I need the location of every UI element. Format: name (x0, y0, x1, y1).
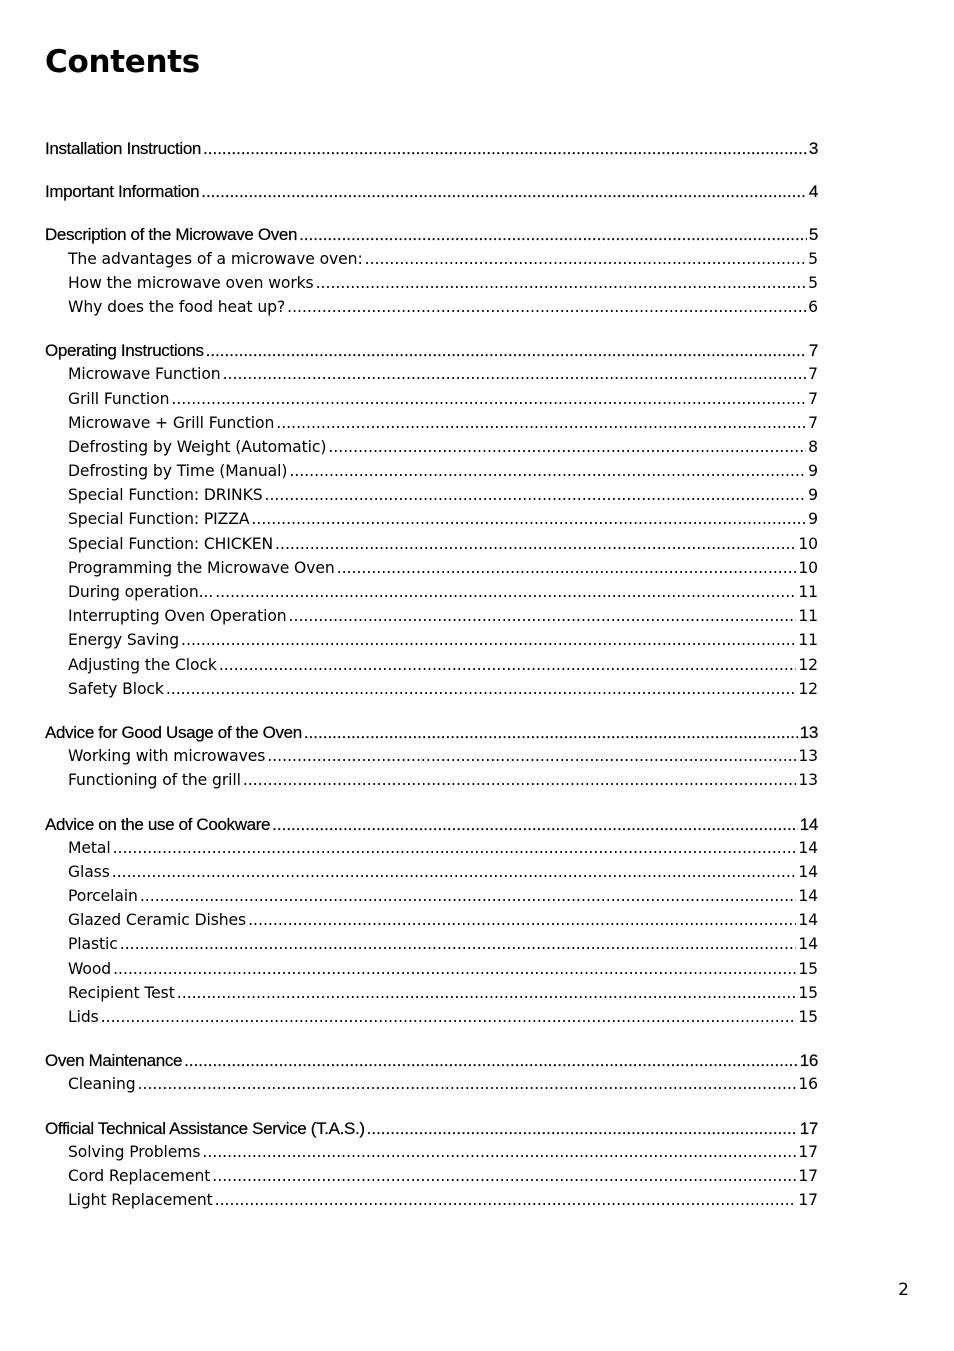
toc-entry-page: 6 (808, 297, 818, 316)
toc-dot-leader (120, 935, 797, 953)
toc-entry-label: Lids (68, 1008, 99, 1026)
page-number: 2 (898, 1280, 909, 1300)
toc-dot-leader (367, 1119, 798, 1139)
toc-entry-label: How the microwave oven works (68, 273, 314, 292)
toc-entry-label: Adjusting the Clock (68, 655, 217, 674)
toc-entry-label: During operation... (68, 583, 214, 601)
toc-entry-label: Special Function: PIZZA (68, 510, 250, 529)
toc-entry-page: 14 (798, 911, 818, 930)
toc-dot-leader (203, 139, 807, 159)
toc-entry-label: Functioning of the grill (68, 771, 241, 790)
toc-dot-leader (275, 535, 796, 553)
toc-entry-page: 16 (799, 1051, 818, 1071)
toc-section-entry[interactable] (45, 341, 818, 365)
toc-entry-label: Metal (68, 838, 111, 857)
toc-dot-leader (138, 1075, 797, 1093)
toc-entry-page: 7 (808, 365, 818, 384)
toc-dot-leader (215, 1191, 797, 1209)
toc-dot-leader (181, 631, 796, 649)
toc-subsection-entry[interactable] (45, 1143, 818, 1167)
toc-dot-leader (219, 656, 797, 674)
toc-entry-page: 13 (799, 722, 818, 742)
toc-dot-leader (365, 250, 807, 268)
toc-subsection-entry[interactable] (45, 911, 818, 935)
toc-entry-label: Grill Function (68, 389, 170, 408)
toc-subsection-entry[interactable] (45, 583, 818, 607)
toc-dot-leader (316, 274, 807, 292)
toc-entry-label: The advantages of a microwave oven: (68, 249, 363, 268)
toc-entry-page: 7 (808, 413, 818, 432)
toc-dot-leader (202, 1143, 796, 1161)
toc-dot-leader (248, 911, 796, 929)
toc-dot-leader (287, 298, 806, 316)
toc-dot-leader (201, 182, 807, 202)
toc-entry-page: 14 (798, 838, 818, 857)
toc-entry-label: Official Technical Assistance Service (T.A.S.) (45, 1118, 365, 1138)
toc-entry-label: Important Information (45, 182, 200, 202)
toc-entry-label: Glass (68, 862, 110, 881)
toc-entry-page: 17 (798, 1166, 818, 1185)
toc-entry-page: 8 (808, 437, 818, 456)
toc-subsection-entry[interactable] (45, 462, 818, 486)
toc-entry-page: 15 (798, 1008, 818, 1026)
toc-entry-label: Glazed Ceramic Dishes (68, 911, 247, 930)
toc-subsection-entry[interactable] (45, 887, 818, 911)
toc-entry-page: 14 (799, 814, 818, 834)
toc-section-entry[interactable] (45, 815, 818, 839)
toc-section-entry[interactable] (45, 1051, 818, 1075)
toc-entry-page: 15 (798, 983, 818, 1002)
toc-dot-leader (289, 462, 806, 480)
toc-subsection-entry[interactable] (45, 771, 818, 795)
toc-dot-leader (113, 839, 797, 857)
toc-subsection-entry[interactable] (45, 656, 818, 680)
toc-entry-page: 12 (798, 655, 818, 674)
toc-entry-label: Solving Problems (68, 1142, 201, 1161)
toc-dot-leader (265, 486, 807, 504)
toc-subsection-entry[interactable] (45, 839, 818, 863)
toc-entry-page: 10 (798, 558, 818, 577)
toc-entry-page: 13 (798, 771, 818, 790)
toc-entry-page: 5 (808, 273, 818, 292)
toc-dot-leader (304, 723, 798, 743)
toc-entry-page: 17 (799, 1118, 818, 1138)
toc-entry-page: 5 (808, 225, 818, 245)
toc-entry-page: 14 (798, 935, 818, 954)
toc-entry-label: Defrosting by Time (Manual) (68, 462, 288, 481)
toc-entry-label: Wood (68, 959, 112, 978)
toc-dot-leader (171, 390, 806, 408)
toc-entry-label: Recipient Test (68, 983, 175, 1002)
toc-entry-label: Programming the Microwave Oven (68, 558, 335, 577)
toc-subsection-entry[interactable] (45, 631, 818, 655)
table-of-contents (45, 139, 818, 1215)
toc-subsection-entry[interactable] (45, 1075, 818, 1099)
toc-subsection-entry[interactable] (45, 390, 818, 414)
toc-entry-label: Operating Instructions (45, 341, 204, 361)
toc-entry-page: 16 (798, 1075, 818, 1094)
toc-entry-label: Microwave Function (68, 365, 221, 384)
toc-dot-leader (276, 414, 806, 432)
toc-entry-page: 9 (808, 462, 818, 481)
toc-entry-page: 5 (808, 249, 818, 268)
toc-dot-leader (101, 1008, 797, 1026)
toc-section-entry[interactable] (45, 1119, 818, 1143)
toc-subsection-entry[interactable] (45, 935, 818, 959)
toc-entry-label: Why does the food heat up? (68, 297, 286, 316)
toc-subsection-entry[interactable] (45, 960, 818, 984)
toc-dot-leader (289, 607, 797, 625)
toc-dot-leader (223, 365, 807, 383)
toc-dot-leader (212, 1167, 796, 1185)
toc-entry-label: Safety Block (68, 679, 164, 698)
toc-subsection-entry[interactable] (45, 559, 818, 583)
toc-entry-label: Oven Maintenance (45, 1051, 183, 1071)
toc-entry-page: 17 (798, 1191, 818, 1210)
toc-entry-label: Plastic (68, 935, 118, 954)
toc-entry-page: 15 (798, 959, 818, 978)
toc-entry-page: 14 (798, 862, 818, 881)
toc-entry-label: Advice on the use of Cookware (45, 814, 271, 834)
toc-subsection-entry[interactable] (45, 863, 818, 887)
toc-entry-label: Cord Replacement (68, 1166, 211, 1185)
toc-entry-page: 3 (808, 139, 818, 158)
toc-entry-label: Installation Instruction (45, 139, 202, 158)
toc-dot-leader (272, 815, 798, 835)
toc-dot-leader (337, 559, 797, 577)
toc-entry-label: Description of the Microwave Oven (45, 225, 298, 245)
toc-dot-leader (177, 984, 797, 1002)
toc-entry-page: 12 (798, 679, 818, 698)
toc-entry-page: 10 (798, 534, 818, 553)
toc-entry-label: Light Replacement (68, 1191, 213, 1210)
toc-entry-page: 9 (808, 486, 818, 505)
toc-entry-page: 9 (808, 510, 818, 529)
toc-subsection-entry[interactable] (45, 1167, 818, 1191)
toc-section-entry[interactable] (45, 225, 818, 249)
toc-entry-page: 7 (808, 341, 818, 361)
toc-subsection-entry[interactable] (45, 414, 818, 438)
toc-entry-label: Special Function: DRINKS (68, 486, 263, 505)
toc-subsection-entry[interactable] (45, 607, 818, 631)
toc-dot-leader (243, 771, 797, 789)
toc-entry-label: Microwave + Grill Function (68, 413, 275, 432)
toc-subsection-entry[interactable] (45, 1191, 818, 1215)
toc-section-entry[interactable] (45, 139, 818, 163)
page-title: Contents (45, 44, 200, 80)
toc-subsection-entry[interactable] (45, 535, 818, 559)
toc-dot-leader (112, 863, 797, 881)
toc-dot-leader (166, 680, 797, 698)
toc-subsection-entry[interactable] (45, 298, 818, 322)
toc-dot-leader (140, 887, 797, 905)
toc-subsection-entry[interactable] (45, 680, 818, 704)
toc-entry-page: 11 (798, 607, 818, 626)
toc-entry-label: Advice for Good Usage of the Oven (45, 722, 302, 742)
toc-entry-label: Cleaning (68, 1075, 136, 1094)
toc-subsection-entry[interactable] (45, 250, 818, 274)
toc-section-entry[interactable] (45, 182, 818, 206)
toc-subsection-entry[interactable] (45, 1008, 818, 1032)
toc-dot-leader (184, 1051, 798, 1071)
toc-dot-leader (299, 225, 807, 245)
toc-subsection-entry[interactable] (45, 438, 818, 462)
toc-subsection-entry[interactable] (45, 747, 818, 771)
toc-subsection-entry[interactable] (45, 486, 818, 510)
toc-section-entry[interactable] (45, 723, 818, 747)
toc-entry-page: 4 (808, 182, 818, 202)
toc-entry-label: Defrosting by Weight (Automatic) (68, 437, 327, 456)
toc-entry-page: 11 (798, 631, 818, 650)
toc-subsection-entry[interactable] (45, 365, 818, 389)
toc-dot-leader (206, 341, 807, 361)
toc-entry-label: Energy Saving (68, 631, 180, 650)
toc-entry-page: 17 (798, 1142, 818, 1161)
toc-entry-label: Porcelain (68, 887, 138, 906)
toc-entry-page: 14 (798, 887, 818, 906)
toc-entry-label: Special Function: CHICKEN (68, 534, 274, 553)
toc-entry-page: 7 (808, 389, 818, 408)
toc-dot-leader (328, 438, 806, 456)
toc-dot-leader (215, 583, 796, 601)
toc-entry-page: 11 (798, 583, 818, 601)
toc-dot-leader (267, 747, 796, 765)
toc-entry-label: Interrupting Oven Operation (68, 607, 287, 626)
toc-subsection-entry[interactable] (45, 984, 818, 1008)
toc-entry-label: Working with microwaves (68, 747, 266, 766)
toc-dot-leader (113, 960, 796, 978)
toc-subsection-entry[interactable] (45, 274, 818, 298)
toc-subsection-entry[interactable] (45, 510, 818, 534)
toc-dot-leader (251, 510, 806, 528)
toc-entry-page: 13 (798, 747, 818, 766)
